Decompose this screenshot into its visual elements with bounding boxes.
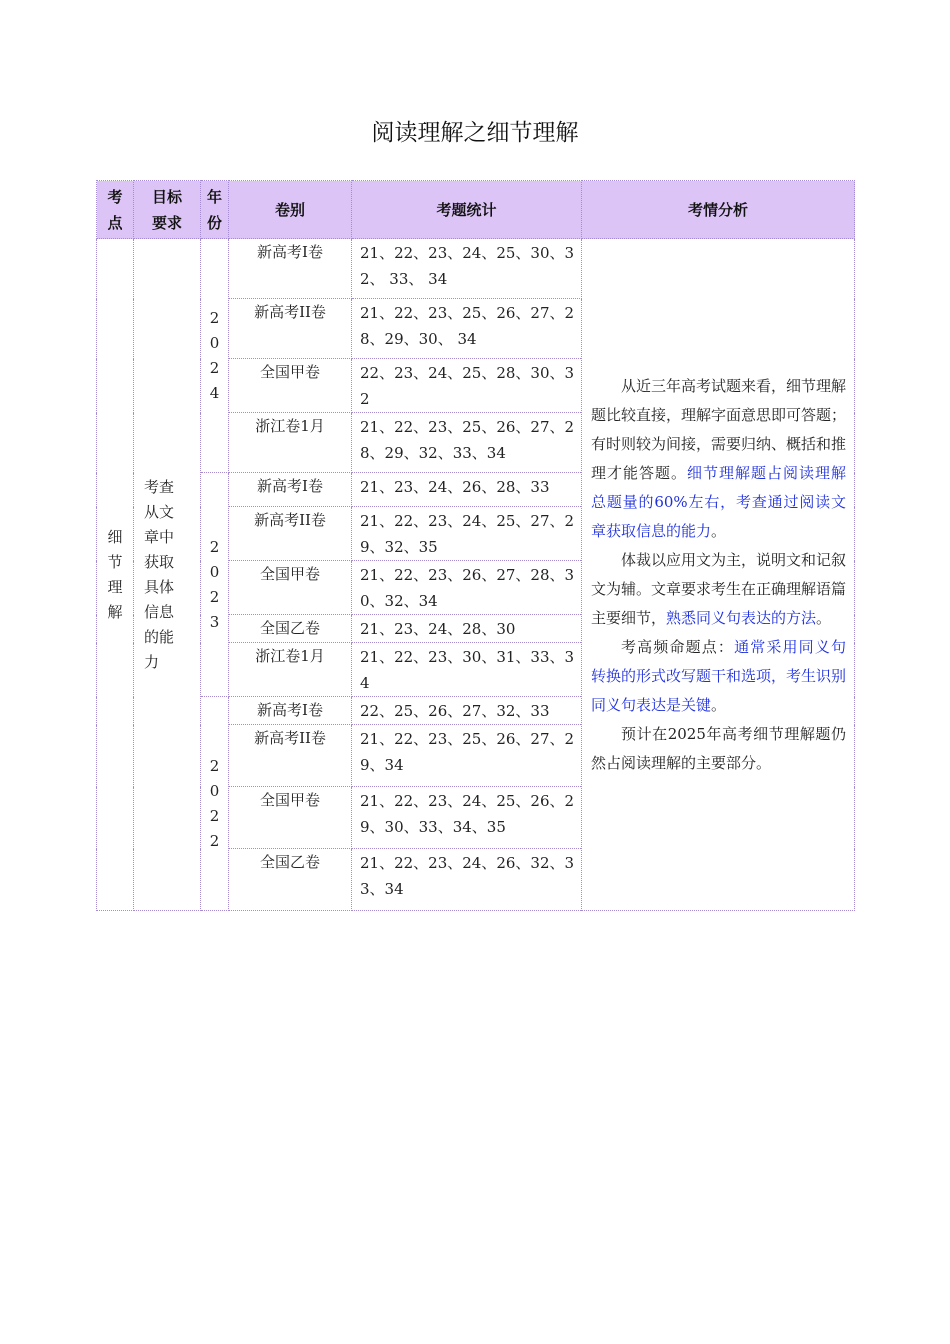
year-text: 2023 bbox=[209, 537, 220, 631]
exam-analysis-table bbox=[96, 180, 855, 911]
year-text: 2024 bbox=[209, 308, 220, 402]
analysis-text: 从近三年高考试题来看，细节理解题比较直接，理解字面意思即可答题；有时则较为间接，需要归纳、概括和推理才能答题。 bbox=[591, 376, 847, 482]
analysis-highlight: 熟悉同义句表达的方法 bbox=[666, 608, 817, 627]
year-cell-2022 bbox=[201, 697, 229, 911]
nums-cell: 21、23、24、26、28、33 bbox=[352, 473, 582, 507]
nums-cell: 21、22、23、25、26、27、28、29、32、33、34 bbox=[352, 413, 582, 473]
nums-cell: 21、22、23、24、25、26、29、30、33、34、35 bbox=[352, 787, 582, 849]
nums-cell: 21、22、23、26、27、28、30、32、34 bbox=[352, 561, 582, 615]
header-nianfen-text: 年份 bbox=[206, 187, 222, 232]
nums-cell: 22、23、24、25、28、30、32 bbox=[352, 359, 582, 413]
analysis-text: 体裁以应用文为主，说明文和记叙文为辅。文章要求考生在正确理解语篇主要细节， bbox=[591, 550, 847, 627]
analysis-highlight: 细节理解题占阅读理解总题量的60%左右，考查通过阅读文章获取信息的能力 bbox=[591, 463, 846, 540]
juan-cell: 全国甲卷 bbox=[229, 561, 352, 615]
juan-cell: 新高考II卷 bbox=[229, 299, 352, 359]
nums-cell: 21、22、23、30、31、33、34 bbox=[352, 643, 582, 697]
year-cell-2023 bbox=[201, 473, 229, 697]
mubiao-text: 考查从文章中获取具体信息的能力 bbox=[144, 477, 175, 671]
juan-cell: 浙江卷1月 bbox=[229, 413, 352, 473]
analysis-highlight: 通常采用同义句转换的形式改写题干和选项，考生识别同义句表达是关键 bbox=[591, 637, 847, 714]
table-header-row bbox=[97, 181, 855, 239]
analysis-paragraph-3 bbox=[591, 633, 846, 720]
nums-cell: 21、22、23、25、26、27、29、34 bbox=[352, 725, 582, 787]
juan-cell: 新高考II卷 bbox=[229, 507, 352, 561]
analysis-paragraph-2 bbox=[591, 546, 846, 633]
header-mubiao bbox=[134, 181, 201, 239]
nums-cell: 21、22、23、24、25、30、32、 33、 34 bbox=[352, 239, 582, 299]
nums-cell: 21、22、23、24、26、32、33、34 bbox=[352, 849, 582, 911]
analysis-text: 。 bbox=[711, 695, 727, 714]
juan-cell: 新高考I卷 bbox=[229, 697, 352, 725]
header-tongji: 考题统计 bbox=[352, 181, 582, 239]
juan-cell: 全国甲卷 bbox=[229, 787, 352, 849]
juan-cell: 浙江卷1月 bbox=[229, 643, 352, 697]
page-title: 阅读理解之细节理解 bbox=[371, 120, 579, 146]
analysis-text: 。 bbox=[816, 608, 832, 627]
header-kaodian-text: 考点 bbox=[107, 187, 123, 232]
analysis-text: 考高频命题点： bbox=[621, 637, 735, 656]
header-nianfen bbox=[201, 181, 229, 239]
kaodian-text: 细节理解 bbox=[107, 527, 123, 621]
year-cell-2024 bbox=[201, 239, 229, 473]
table-row bbox=[97, 239, 855, 299]
juan-cell: 全国乙卷 bbox=[229, 615, 352, 643]
header-juanbie: 卷别 bbox=[229, 181, 352, 239]
nums-cell: 21、22、23、25、26、27、28、29、30、 34 bbox=[352, 299, 582, 359]
header-fenxi: 考情分析 bbox=[582, 181, 855, 239]
kaodian-cell bbox=[97, 239, 134, 911]
juan-cell: 新高考I卷 bbox=[229, 473, 352, 507]
nums-cell: 22、25、26、27、32、33 bbox=[352, 697, 582, 725]
juan-cell: 全国甲卷 bbox=[229, 359, 352, 413]
analysis-paragraph-1 bbox=[591, 372, 846, 546]
nums-cell: 21、23、24、28、30 bbox=[352, 615, 582, 643]
nums-cell: 21、22、23、24、25、27、29、32、35 bbox=[352, 507, 582, 561]
analysis-cell bbox=[582, 239, 855, 911]
analysis-paragraph-4: 预计在2025年高考细节理解题仍然占阅读理解的主要部分。 bbox=[591, 724, 846, 772]
header-kaodian bbox=[97, 181, 134, 239]
juan-cell: 新高考II卷 bbox=[229, 725, 352, 787]
juan-cell: 全国乙卷 bbox=[229, 849, 352, 911]
year-text: 2022 bbox=[209, 756, 220, 850]
mubiao-cell bbox=[134, 239, 201, 911]
juan-cell: 新高考I卷 bbox=[229, 239, 352, 299]
header-mubiao-text: 目标要求 bbox=[151, 187, 182, 232]
analysis-text: 。 bbox=[711, 521, 727, 540]
